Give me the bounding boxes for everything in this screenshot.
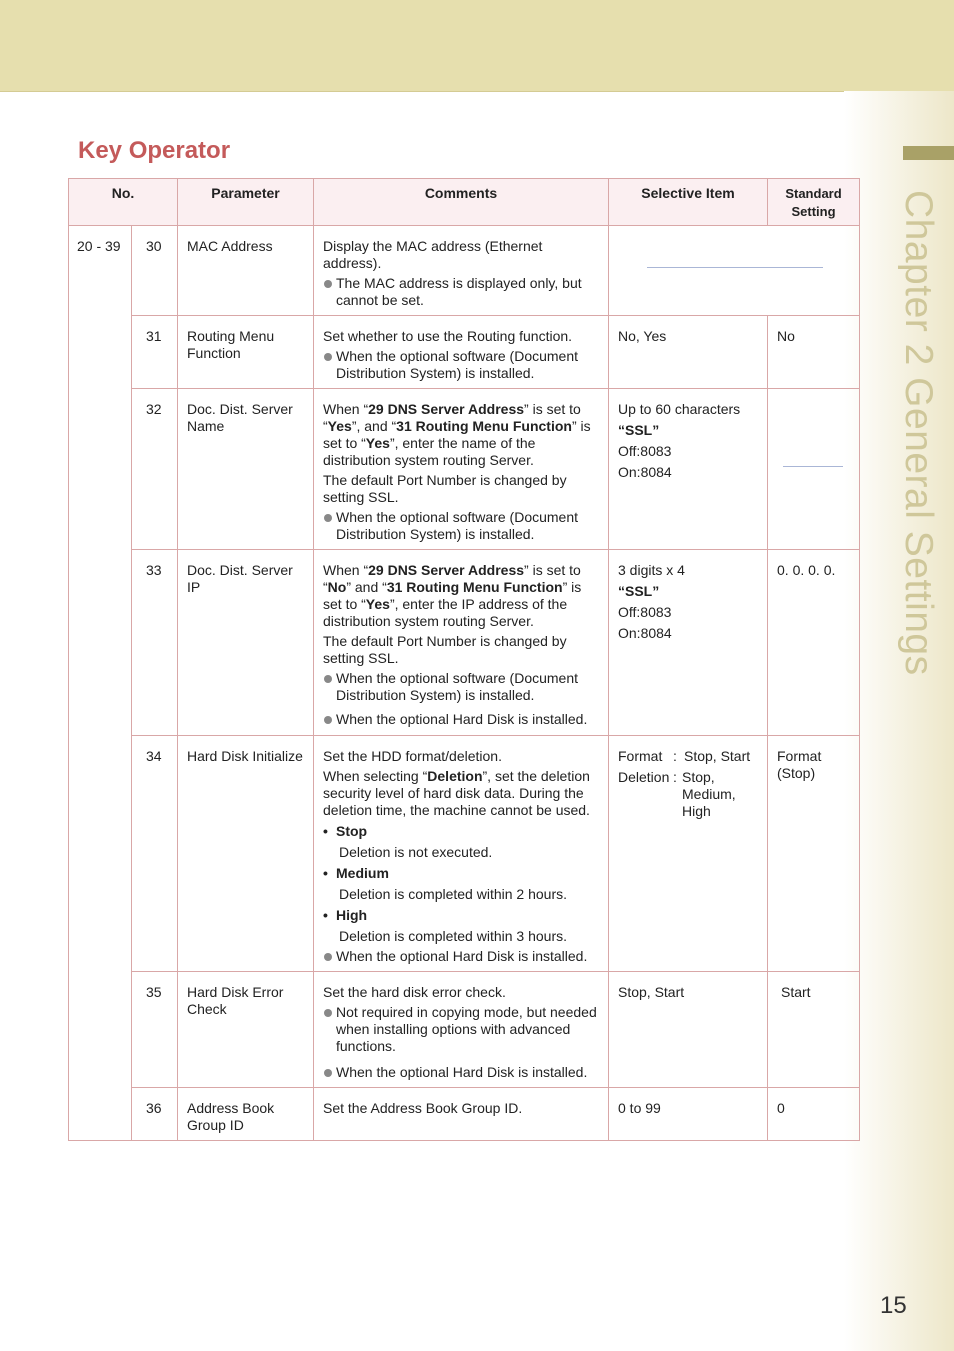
comments-cell [314,1088,609,1141]
parameter-name: Hard Disk Error Check [187,984,284,1017]
settings-table [68,178,860,1141]
selective-ssl-on: On:8084 [618,625,672,641]
standard-setting: Start [781,984,811,1000]
comments-cell [314,226,609,316]
comments-cell [314,736,609,972]
selective-deletion: Deletion : Stop, Medium, High [618,769,736,819]
parameter-cell [178,316,314,389]
row-number [132,550,178,736]
table-row [69,389,860,550]
option-high: • High [323,907,602,924]
parameter-cell [178,1088,314,1141]
table-row [69,972,860,1088]
comment-bullet: The MAC address is displayed only, but cannot be set. [323,275,602,309]
row-number-text: 35 [146,984,162,1000]
parameter-cell [178,736,314,972]
parameter-name: Doc. Dist. Server Name [187,401,293,434]
row-number-text: 34 [146,748,162,764]
chapter-tab-marker [903,146,954,160]
row-number-text: 31 [146,328,162,344]
parameter-name: Doc. Dist. Server IP [187,562,293,595]
comment-bullet: Not required in copying mode, but needed when installing options with advanced functions. [323,1004,602,1055]
selective-cell [609,389,768,550]
parameter-name: Hard Disk Initialize [187,748,303,764]
selective-cell [609,550,768,736]
table-row [69,316,860,389]
table-row [69,736,860,972]
standard-setting: 0 [777,1100,785,1116]
selective-cell [609,972,768,1088]
comment-text: Display the MAC address (Ethernet address). [323,238,543,271]
row-number-text: 32 [146,401,162,417]
row-number [132,736,178,972]
selective-format: Format : Stop, Start [618,748,751,764]
row-number-text: 36 [146,1100,162,1116]
header-standard-line1: Standard [785,186,842,201]
selective-item: No, Yes [618,328,667,344]
comment-text: Set the hard disk error check. [323,984,506,1000]
comment-bullet: When the optional Hard Disk is installed. [323,948,602,965]
page-number: 15 [880,1292,907,1319]
comment-text: The default Port Number is changed by setting SSL. [323,633,567,666]
empty-value-line [647,267,823,268]
comment-bullet: When the optional software (Document Distribution System) is installed. [323,670,602,704]
comment-text: When “29 DNS Server Address” is set to “Yes”, and “31 Routing Menu Function” is set to “Yes”, enter the name of the distribution system routing Server. [323,401,591,468]
standard-setting: 0. 0. 0. 0. [777,562,836,578]
comments-cell [314,972,609,1088]
selective-item: 0 to 99 [618,1100,661,1116]
selective-item: 3 digits x 4 [618,562,685,578]
selective-cell [609,1088,768,1141]
selective-ssl-off: Off:8083 [618,604,672,620]
row-number [132,226,178,316]
option-stop: • Stop [323,823,602,840]
parameter-name: Address Book Group ID [187,1100,275,1133]
standard-cell [768,1088,860,1141]
comment-text: The default Port Number is changed by setting SSL. [323,472,567,505]
parameter-cell [178,226,314,316]
table-header-row [69,179,860,226]
comment-bullet: When the optional software (Document Distribution System) is installed. [323,509,602,543]
comments-cell [314,389,609,550]
option-medium: • Medium [323,865,602,882]
standard-cell [768,316,860,389]
standard-cell [768,550,860,736]
standard-setting: Format (Stop) [777,748,822,781]
comment-text: Set the Address Book Group ID. [323,1100,523,1116]
selective-cell [609,736,768,972]
selective-ssl-on: On:8084 [618,464,672,480]
row-number-text: 30 [146,238,162,254]
standard-cell [768,972,860,1088]
group-range-cell [69,226,132,1141]
header-standard-line2: Setting [791,204,836,219]
parameter-cell [178,550,314,736]
group-range: 20 - 39 [77,238,121,254]
parameter-cell [178,972,314,1088]
header-standard-setting [768,179,860,226]
row-number [132,1088,178,1141]
empty-value-line [783,466,843,467]
selective-ssl-label: “SSL” [618,422,660,438]
row-number-text: 33 [146,562,162,578]
parameter-name: Routing Menu Function [187,328,275,361]
row-number [132,389,178,550]
comment-text: When selecting “Deletion”, set the deletion security level of hard disk data. During the deletion time, the machine cannot be used. [323,768,590,818]
chapter-label [897,190,940,710]
selective-item: Up to 60 characters [618,401,741,417]
comment-bullet: When the optional Hard Disk is installed. [323,711,602,728]
option-stop-desc: Deletion is not executed. [339,844,493,860]
option-high-desc: Deletion is completed within 3 hours. [339,928,568,944]
comment-text: Set the HDD format/deletion. [323,748,502,764]
section-title: Key Operator [78,137,231,164]
table-row [69,226,860,316]
header-band [0,0,954,92]
standard-cell [768,389,860,550]
row-number [132,316,178,389]
header-comments: Comments [314,179,609,226]
header-parameter: Parameter [178,179,314,226]
standard-cell [768,736,860,972]
chapter-label-text: Chapter 2 General Settings [897,190,940,676]
row-number [132,972,178,1088]
table-row [69,1088,860,1141]
selective-cell [609,316,768,389]
standard-setting: No [777,328,795,344]
parameter-name: MAC Address [187,238,273,254]
selective-ssl-label: “SSL” [618,583,660,599]
comment-text: Set whether to use the Routing function. [323,328,573,344]
selective-ssl-off: Off:8083 [618,443,672,459]
comment-bullet: When the optional Hard Disk is installed. [323,1064,602,1081]
header-no: No. [69,179,178,226]
selective-standard-cell [609,226,860,316]
comment-text: When “29 DNS Server Address” is set to “No” and “31 Routing Menu Function” is set to “Yes”, enter the IP address of the distribution system routing Server. [323,562,582,629]
comment-bullet: When the optional software (Document Distribution System) is installed. [323,348,602,382]
option-medium-desc: Deletion is completed within 2 hours. [339,886,568,902]
comments-cell [314,316,609,389]
parameter-cell [178,389,314,550]
header-selective-item: Selective Item [609,179,768,226]
comments-cell [314,550,609,736]
table-row [69,550,860,736]
selective-item: Stop, Start [618,984,685,1000]
